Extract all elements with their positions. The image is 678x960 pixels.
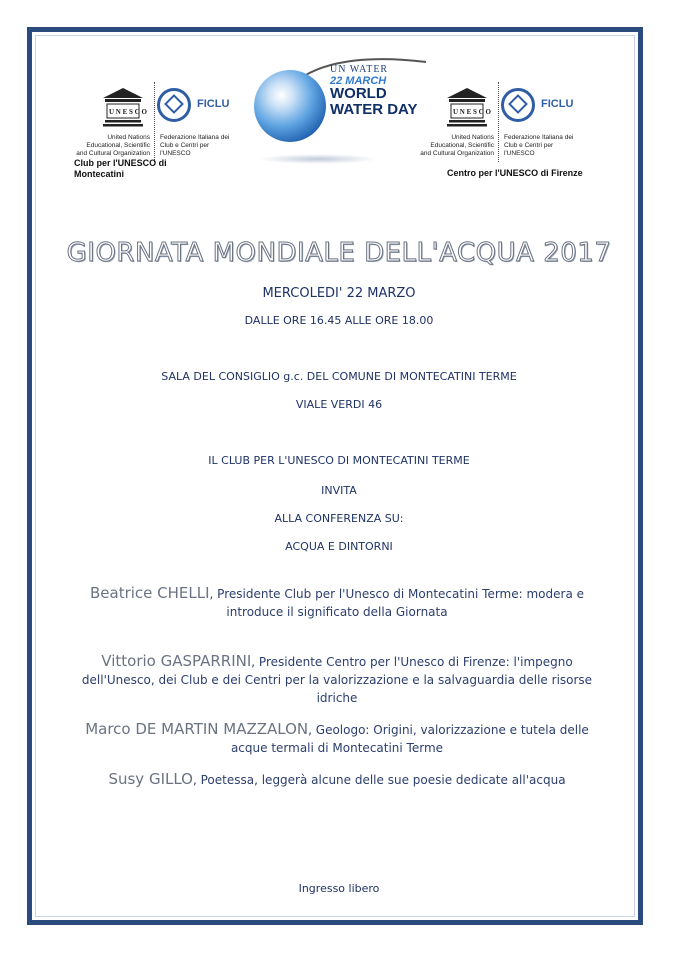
- club-montecatini-label: Club per l'UNESCO di Montecatini: [74, 158, 167, 179]
- speaker-description: , Geologo: Origini, valorizzazione e tutela delle acque termali di Montecatini Terme: [230, 723, 589, 755]
- unesco-caption: United Nations Educational, Scientific and Cultural Organization: [420, 134, 494, 157]
- globe-icon: [254, 70, 326, 142]
- event-conference: ALLA CONFERENZA SU:: [274, 512, 404, 525]
- wwd-title: WORLD WATER DAY: [330, 85, 418, 118]
- globe-shadow: [258, 154, 378, 164]
- speaker-entry: [72, 720, 602, 757]
- ficlu-label: FICLU: [197, 98, 230, 110]
- dotted-separator: [154, 82, 155, 162]
- speaker-name: Beatrice CHELLI: [90, 584, 210, 602]
- speaker-description: , Presidente Centro per l'Unesco di Firenze: l'impegno dell'Unesco, dei Club e dei Centri per la valorizzazione e la salvaguardia delle risorse idriche: [81, 655, 593, 705]
- entry-free-label: Ingresso libero: [298, 882, 380, 895]
- speaker-name: Marco DE MARTIN MAZZALON: [85, 720, 309, 738]
- federazione-caption: Federazione Italiana dei Club e Centri per l'UNESCO: [504, 134, 574, 157]
- wwd-un-water: UN WATER: [330, 64, 389, 75]
- speaker-entry: [72, 652, 602, 707]
- event-invita: INVITA: [321, 484, 357, 497]
- event-venue: SALA DEL CONSIGLIO g.c. DEL COMUNE DI MONTECATINI TERME: [161, 370, 517, 383]
- unesco-caption: United Nations Educational, Scientific and Cultural Organization: [76, 134, 150, 157]
- speaker-name: Susy GILLO: [108, 770, 193, 788]
- svg-text:U N E S C O: U N E S C O: [453, 108, 491, 116]
- speaker-entry: [72, 770, 602, 789]
- event-time: DALLE ORE 16.45 ALLE ORE 18.00: [244, 314, 434, 327]
- event-address: VIALE VERDI 46: [295, 398, 383, 411]
- dotted-separator: [498, 82, 499, 162]
- event-date: MERCOLEDI' 22 MARZO: [262, 286, 416, 301]
- speaker-description: , Presidente Club per l'Unesco di Montecatini Terme: modera e introduce il significato della Giornata: [209, 587, 584, 619]
- ficlu-logo-icon: [157, 88, 191, 122]
- event-title: GIORNATA MONDIALE DELL'ACQUA 2017: [66, 238, 612, 268]
- event-host: IL CLUB PER L'UNESCO DI MONTECATINI TERME: [208, 454, 470, 467]
- federazione-caption: Federazione Italiana dei Club e Centri per l'UNESCO: [160, 134, 230, 157]
- wwd-date: 22 MARCH: [330, 75, 387, 87]
- unesco-temple-icon: [99, 86, 147, 130]
- centro-firenze-label: Centro per l'UNESCO di Firenze: [447, 168, 583, 178]
- svg-text:U N E S C O: U N E S C O: [109, 108, 147, 116]
- unesco-temple-icon: [443, 86, 491, 130]
- speaker-name: Vittorio GASPARRINI: [101, 652, 252, 670]
- speaker-entry: [72, 584, 602, 621]
- event-topic: ACQUA E DINTORNI: [285, 540, 393, 553]
- ficlu-label: FICLU: [541, 98, 574, 110]
- ficlu-logo-icon: [501, 88, 535, 122]
- speaker-description: , Poetessa, leggerà alcune delle sue poesie dedicate all'acqua: [192, 773, 566, 787]
- world-water-day-logo: [248, 50, 428, 170]
